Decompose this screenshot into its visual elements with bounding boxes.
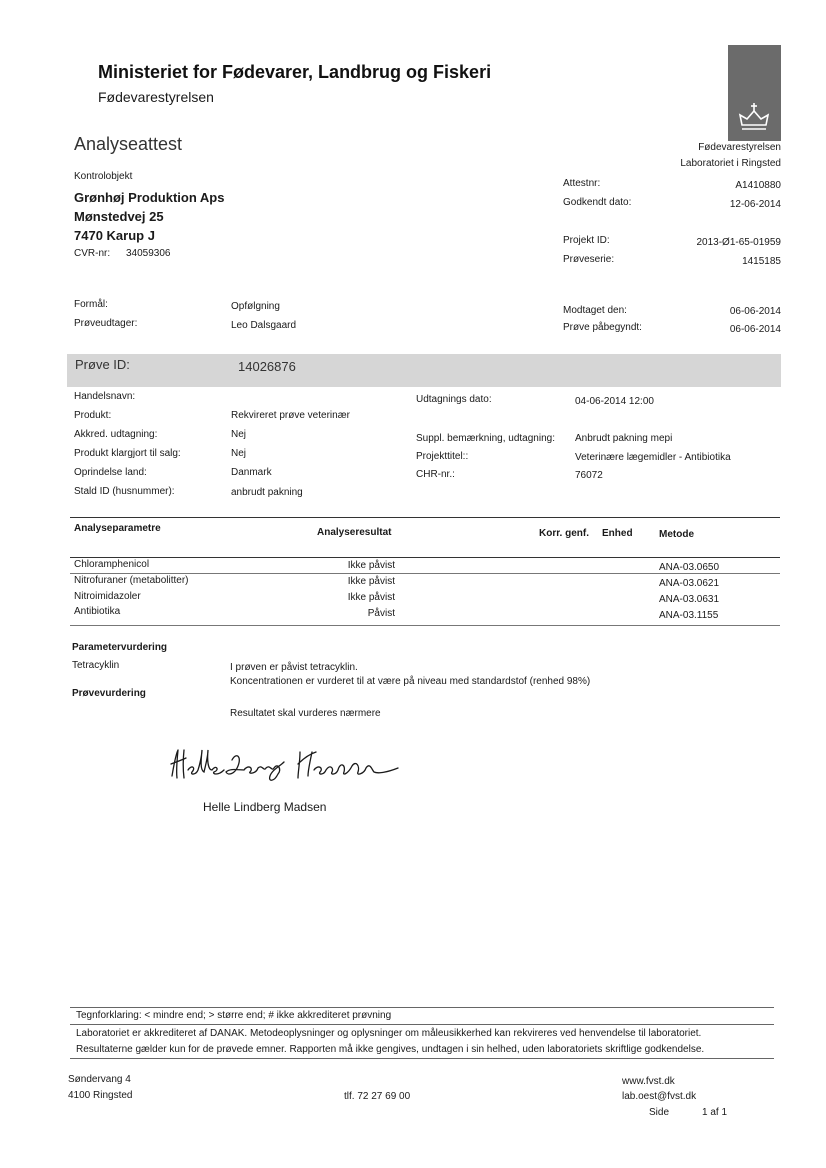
formal-label: Formål: bbox=[74, 299, 108, 310]
row-param: Nitrofuraner (metabolitter) bbox=[74, 575, 189, 586]
row-param: Chloramphenicol bbox=[74, 559, 150, 570]
page-label: Side bbox=[649, 1107, 670, 1118]
detail-value: Nej bbox=[231, 429, 247, 440]
legend-text: Tegnforklaring: < mindre end; > større end; # ikke akkrediteret prøvning bbox=[76, 1010, 392, 1021]
company-name: Grønhøj Produktion Aps bbox=[74, 190, 225, 205]
divider bbox=[70, 573, 780, 574]
divider bbox=[70, 625, 780, 626]
pabegyndt-value: 06-06-2014 bbox=[729, 324, 781, 335]
address-city: 4100 Ringsted bbox=[68, 1090, 133, 1101]
detail-label: Suppl. bemærkning, udtagning: bbox=[416, 433, 555, 444]
detail-label: Handelsnavn: bbox=[74, 391, 136, 402]
detail-value: 76072 bbox=[575, 470, 603, 481]
detail-value: Rekvireret prøve veterinær bbox=[231, 410, 350, 421]
param-assessment-heading: Parametervurdering bbox=[72, 642, 168, 653]
company-street: Mønstedvej 25 bbox=[74, 209, 164, 224]
param-assessment-line2: Koncentrationen er vurderet til at være på niveau med standardstof (renhed 98%) bbox=[230, 676, 591, 687]
divider bbox=[70, 1058, 774, 1059]
proveudtager-value: Leo Dalsgaard bbox=[231, 320, 297, 331]
divider bbox=[70, 517, 780, 518]
footer-note-1: Laboratoriet er akkrediteret af DANAK. Metodeoplysninger og oplysninger om måleusikkerhed kan rekvireres ved henvendelse til laboratoriet. bbox=[76, 1028, 702, 1039]
param-assessment-line1: I prøven er påvist tetracyklin. bbox=[230, 662, 358, 673]
sample-assessment-heading: Prøvevurdering bbox=[72, 688, 146, 699]
projekt-label: Projekt ID: bbox=[563, 235, 610, 246]
modtaget-label: Modtaget den: bbox=[563, 305, 627, 316]
row-method: ANA-03.0631 bbox=[659, 594, 720, 605]
col-header-param: Analyseparametre bbox=[74, 523, 161, 534]
detail-label: CHR-nr.: bbox=[416, 469, 455, 480]
signatory-name: Helle Lindberg Madsen bbox=[203, 800, 327, 814]
formal-value: Opfølgning bbox=[231, 301, 280, 312]
row-result: Ikke påvist bbox=[347, 592, 395, 603]
col-header-korr: Korr. genf. bbox=[539, 528, 590, 539]
row-param: Antibiotika bbox=[74, 606, 121, 617]
divider bbox=[70, 1007, 774, 1008]
right-lab: Laboratoriet i Ringsted bbox=[680, 158, 781, 169]
row-param: Nitroimidazoler bbox=[74, 591, 141, 602]
page-number: 1 af 1 bbox=[702, 1107, 728, 1118]
projekt-value: 2013-Ø1-65-01959 bbox=[696, 237, 781, 248]
detail-value: anbrudt pakning bbox=[231, 487, 303, 498]
attestnr-label: Attestnr: bbox=[563, 178, 601, 189]
attestnr-value: A1410880 bbox=[735, 180, 781, 191]
detail-label: Stald ID (husnummer): bbox=[74, 486, 175, 497]
right-agency: Fødevarestyrelsen bbox=[698, 142, 781, 153]
row-method: ANA-03.1155 bbox=[659, 610, 719, 621]
detail-label: Projekttitel:: bbox=[416, 451, 469, 462]
sample-id-band bbox=[67, 354, 781, 387]
footer-note-2: Resultaterne gælder kun for de prøvede emner. Rapporten må ikke gengives, undtagen i sin helhed, uden laboratoriets skriftlige godkendelse. bbox=[76, 1044, 705, 1055]
sample-id-value: 14026876 bbox=[238, 359, 296, 374]
detail-label: Produkt: bbox=[74, 410, 112, 421]
detail-label: Oprindelse land: bbox=[74, 467, 147, 478]
detail-value: Danmark bbox=[231, 467, 272, 478]
row-method: ANA-03.0650 bbox=[659, 562, 720, 573]
crest-logo bbox=[728, 45, 781, 141]
godkendt-value: 12-06-2014 bbox=[729, 199, 781, 210]
detail-value: Nej bbox=[231, 448, 247, 459]
agency-name: Fødevarestyrelsen bbox=[98, 89, 214, 105]
address-street: Søndervang 4 bbox=[68, 1074, 131, 1085]
sample-assessment-text: Resultatet skal vurderes nærmere bbox=[230, 708, 381, 719]
detail-value: Anbrudt pakning mepi bbox=[575, 433, 673, 444]
detail-label: Akkred. udtagning: bbox=[74, 429, 158, 440]
row-method: ANA-03.0621 bbox=[659, 578, 720, 589]
detail-label: Udtagnings dato: bbox=[416, 394, 492, 405]
pabegyndt-label: Prøve påbegyndt: bbox=[563, 322, 642, 333]
ministry-title: Ministeriet for Fødevarer, Landbrug og Fiskeri bbox=[98, 62, 492, 82]
col-header-unit: Enhed bbox=[602, 528, 633, 539]
detail-value: Veterinære lægemidler - Antibiotika bbox=[575, 452, 731, 463]
control-label: Kontrolobjekt bbox=[74, 171, 133, 182]
proveudtager-label: Prøveudtager: bbox=[74, 318, 138, 329]
proveserie-value: 1415185 bbox=[742, 256, 781, 267]
divider bbox=[70, 557, 780, 558]
company-city: 7470 Karup J bbox=[74, 228, 155, 243]
proveserie-label: Prøveserie: bbox=[563, 254, 615, 265]
cvr-value: 34059306 bbox=[126, 248, 171, 259]
document-title: Analyseattest bbox=[74, 134, 183, 154]
cvr-label: CVR-nr: bbox=[74, 248, 111, 259]
row-result: Påvist bbox=[367, 608, 395, 619]
modtaget-value: 06-06-2014 bbox=[729, 306, 781, 317]
email-link[interactable]: lab.oest@fvst.dk bbox=[622, 1091, 697, 1102]
row-result: Ikke påvist bbox=[347, 576, 395, 587]
signature-image bbox=[168, 742, 400, 786]
col-header-result: Analyseresultat bbox=[317, 527, 392, 538]
phone-number: tlf. 72 27 69 00 bbox=[344, 1091, 411, 1102]
sample-id-label: Prøve ID: bbox=[75, 357, 130, 372]
detail-value: 04-06-2014 12:00 bbox=[575, 396, 654, 407]
detail-label: Produkt klargjort til salg: bbox=[74, 448, 181, 459]
godkendt-label: Godkendt dato: bbox=[563, 197, 632, 208]
param-assessment-name: Tetracyklin bbox=[72, 660, 120, 671]
row-result: Ikke påvist bbox=[347, 560, 395, 571]
crown-icon bbox=[728, 45, 781, 141]
col-header-method: Metode bbox=[659, 529, 694, 540]
website-link[interactable]: www.fvst.dk bbox=[622, 1076, 675, 1087]
divider bbox=[70, 1024, 774, 1025]
